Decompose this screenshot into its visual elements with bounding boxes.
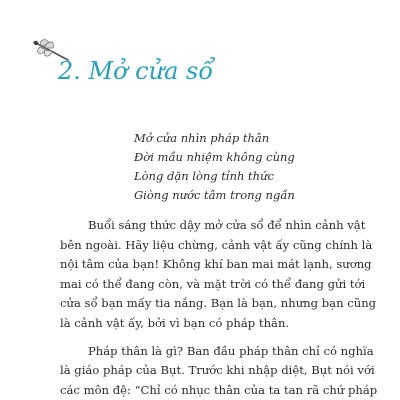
text-line: là giáo pháp của Bụt. Trước khi nhập diệt, Bụt nói với: [60, 363, 375, 378]
text-line: mai có thể đang còn, và mặt trời có thể đang gửi tới: [60, 276, 366, 291]
body-text: [60, 216, 380, 400]
text-line: cửa sổ bạn mấy tia nắng. Bạn là bạn, nhưng bạn cũng: [60, 296, 377, 311]
text-line: nội tâm của bạn! Không khí ban mai mát lạnh, sương: [60, 257, 372, 272]
text-line: Pháp thân là gì? Ban đầu pháp thân chỉ có nghĩa: [88, 343, 374, 358]
poem-line: Lòng dặn lòng tỉnh thức: [134, 169, 274, 183]
poem-line: Mở cửa nhìn pháp thân: [134, 131, 270, 145]
text-line: Buổi sáng thức dậy mở cửa sổ để nhìn cảnh vật: [88, 218, 366, 232]
text-line: các môn đệ: “Chỉ có nhục thân của ta tan rã chứ pháp: [60, 382, 378, 397]
text-line: là cảnh vật ấy, bởi vì bạn có pháp thân.: [60, 315, 290, 330]
text-line: bên ngoài. Hãy liệu chừng, cảnh vật ấy cũng chính là: [60, 237, 373, 252]
paragraph: [60, 216, 380, 334]
paragraph: [60, 342, 380, 400]
poem-line: Giòng nước tâm trong ngần: [134, 188, 295, 202]
epigraph-poem: [134, 129, 295, 205]
poem-line: Đời mầu nhiệm không cùng: [134, 150, 295, 164]
chapter-title: 2. Mở cửa sổ: [58, 57, 214, 85]
